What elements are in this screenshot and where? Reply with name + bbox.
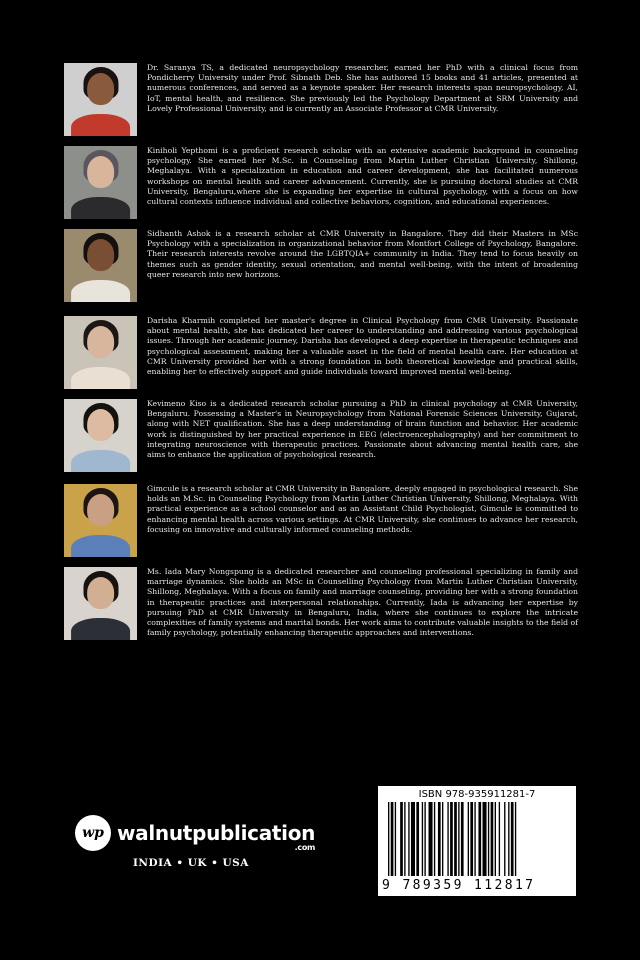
- barcode-bar: [447, 802, 448, 876]
- walnut-logo-icon: wp: [75, 815, 111, 851]
- barcode-bar: [416, 802, 419, 876]
- bio-text: Ms. Iada Mary Nongspung is a dedicated researcher and counseling professional specializing in family and marriage dynamics. She holds an MSc in Counselling Psychology from Martin Luther Christian University, Shillong, Meghalaya. With a focus on family and marriage counseling, providing her with a strong foundation in therapeutic practices and interpersonal relationships. Currently, Iada is advancing her expertise by pursuing PhD at CMR University in Bengaluru, India, where she continues to explore the intricate complexities of family systems and marital bonds. Her work aims to contribute valuable insights to the field of family psychology, potentially enhancing therapeutic approaches and interventions.: [147, 567, 578, 638]
- author-photo: [64, 63, 137, 136]
- barcode-bar: [483, 802, 487, 876]
- barcode-bar: [478, 802, 481, 876]
- barcode-bar: [438, 802, 441, 876]
- author-photo: [64, 567, 137, 640]
- bio-4: [64, 316, 578, 389]
- publisher-name: walnutpublication .com: [117, 821, 316, 852]
- bio-text: Dr. Saranya TS, a dedicated neuropsychology researcher, earned her PhD with a clinical focus from Pondicherry University under Prof. Sibnath Deb. She has authored 15 books and 41 articles, presented at numerous conferences, and served as a keynote speaker. Her research interests span neuropsychology, AI, IoT, mental health, and resilience. She previously led the Psychology Department at SRM University and Lovely Professional University, and is currently an Associate Professor at CMR University.: [147, 63, 578, 113]
- barcode-bar: [422, 802, 423, 876]
- author-photo: [64, 229, 137, 302]
- barcode-bar: [400, 802, 403, 876]
- barcode-bar: [468, 802, 469, 876]
- author-photo: [64, 399, 137, 472]
- bio-text: Sidhanth Ashok is a research scholar at CMR University in Bangalore. They did their Masters in MSc Psychology with a specialization in organizational behavior from Montfort College of Psychology, Bangalore. Their research interests revolve around the LGBTQIA+ community in India. They tend to focus heavily on themes such as gender identity, sexual orientation, and mental well-being, with the intent of broadening queer research into new horizons.: [147, 229, 578, 279]
- barcode-digits: 9 789359 112817: [382, 878, 536, 893]
- isbn-label: ISBN 978-935911281-7: [418, 789, 536, 800]
- barcode-bar: [508, 802, 509, 876]
- barcode-bar: [424, 802, 425, 876]
- barcode-bar: [411, 802, 415, 876]
- publisher-countries: INDIA • UK • USA: [133, 857, 249, 869]
- barcode-bar: [450, 802, 453, 876]
- barcode-bar: [434, 802, 435, 876]
- barcode-bar: [511, 802, 514, 876]
- barcode-bar: [395, 802, 396, 876]
- bio-text: Kevimeno Kiso is a dedicated research scholar pursuing a PhD in clinical psychology at CMR University, Bengaluru. Possessing a Master's in Neuropsychology from National Forensic Sciences University, Gujarat, along with NET qualification. She has a deep understanding of brain function and behavior. Her academic work is distinguished by her practical experience in EEG (electroencephalography) and her commitment to integrating neuroscience with therapeutic practices. Passionate about advancing mental health care, she aims to enhance the application of psychological research.: [147, 399, 578, 460]
- barcode-bar: [515, 802, 516, 876]
- bio-5: [64, 399, 578, 472]
- bio-text: Darisha Kharmih completed her master's degree in Clinical Psychology from CMR University. Passionate about mental health, she has dedicated her career to understanding and addressing various psychological issues. Through her academic journey, Darisha has developed a deep expertise in therapeutic techniques and psychological assessment, making her a valuable asset in the field of mental health care. Her education at CMR University provided her with a strong foundation in both theoretical knowledge and practical skills, enabling her to effectively support and guide individuals toward improved mental well-being.: [147, 316, 578, 377]
- barcode-bar: [461, 802, 464, 876]
- bio-1: [64, 63, 578, 136]
- bio-text: Gimcule is a research scholar at CMR University in Bangalore, deeply engaged in psychological research. She holds an M.Sc. in Counseling Psychology from Martin Luther Christian University, Shillong, Meghalaya. With practical experience as a school counselor and as an Assistant Child Psychologist, Gimcule is committed to enhancing mental health across various settings. At CMR University, she continues to advance her research, focusing on innovative and culturally informed counseling methods.: [147, 484, 578, 534]
- bio-7: [64, 567, 578, 640]
- publisher-domain: .com: [294, 843, 316, 852]
- barcode-bar: [491, 802, 494, 876]
- author-photo: [64, 146, 137, 219]
- barcode-bar: [454, 802, 457, 876]
- barcode-bar: [488, 802, 489, 876]
- author-photo: [64, 316, 137, 389]
- barcode-bars: [388, 802, 568, 876]
- barcode-bar: [474, 802, 475, 876]
- isbn-barcode: [378, 786, 576, 896]
- bio-2: [64, 146, 578, 219]
- bio-3: [64, 229, 578, 302]
- barcode-bar: [429, 802, 433, 876]
- barcode-bar: [408, 802, 409, 876]
- barcode-bar: [442, 802, 443, 876]
- barcode-bar: [495, 802, 496, 876]
- publisher-logo: [75, 815, 315, 851]
- bio-text: Kiniholi Yepthomi is a proficient research scholar with an extensive academic background in counseling psychology. She earned her M.Sc. in Counseling from Martin Luther Christian University, Shillong, Meghalaya. With a specialization in education and career development, she has facilitated numerous workshops on mental health and career advancement. Currently, she is pursuing doctoral studies at CMR University, Bengaluru,where she is expanding her expertise in cultural psychology, with a focus on how cultural contexts influence individual and collective behaviors, cognition, and educational experiences.: [147, 146, 578, 207]
- barcode-bar: [499, 802, 500, 876]
- barcode-bar: [388, 802, 389, 876]
- bio-6: [64, 484, 578, 557]
- barcode-bar: [504, 802, 505, 876]
- author-photo: [64, 484, 137, 557]
- barcode-bar: [391, 802, 394, 876]
- barcode-bar: [458, 802, 459, 876]
- barcode-bar: [404, 802, 405, 876]
- barcode-bar: [470, 802, 473, 876]
